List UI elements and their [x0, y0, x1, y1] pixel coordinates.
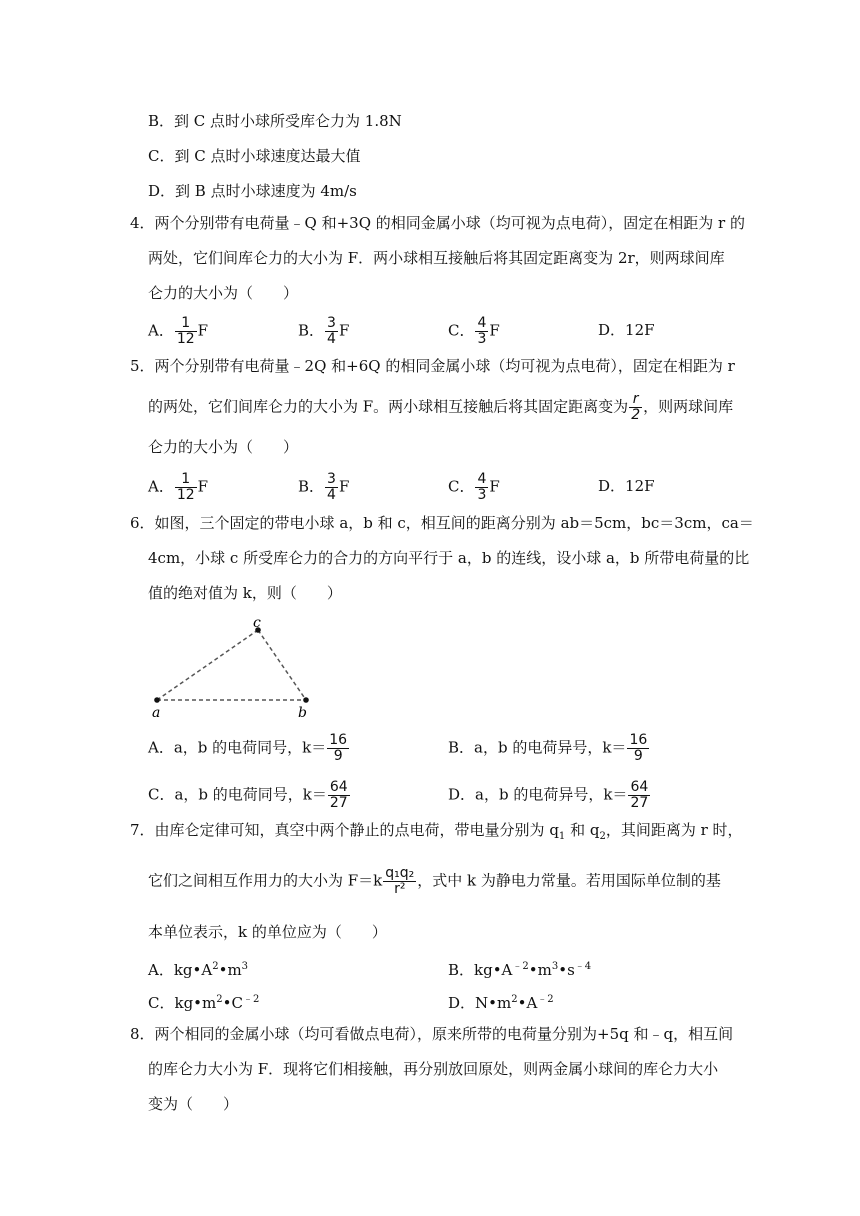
- q5-option-b: [298, 472, 349, 503]
- fraction-numerator: 1: [175, 472, 197, 488]
- fraction-denominator: 2: [631, 407, 641, 423]
- option-text: C．a，b 的电荷同号，k＝: [148, 785, 327, 804]
- q4-stem-line1: 4．两个分别带有电荷量﹣Q 和+3Q 的相同金属小球（均可视为点电荷），固定在相距为 r 的: [130, 214, 745, 232]
- superscript: ﹣2: [512, 961, 529, 972]
- fraction-denominator: 9: [333, 748, 343, 764]
- option-prefix: B．: [298, 321, 325, 340]
- q7-option-d: [448, 990, 554, 1013]
- unit-text: •s: [558, 961, 575, 979]
- option-suffix: F: [489, 477, 500, 496]
- q7-stem-text: 和 q: [565, 821, 600, 839]
- unit-text: C．kg•m: [148, 994, 217, 1012]
- q6-stem-line2: 4cm，小球 c 所受库仑力的合力的方向平行于 a，b 的连线，设小球 a，b 所带电荷量的比: [148, 549, 750, 567]
- line-ac: [157, 630, 258, 700]
- option-suffix: F: [338, 477, 350, 496]
- option-prefix: C．: [448, 477, 475, 496]
- option-text: B．a，b 的电荷异号，k＝: [448, 738, 627, 757]
- q5-stem-text: 的两处，它们间库仑力的大小为 F。两小球相互接触后将其固定距离变为: [148, 397, 629, 416]
- q3-option-d: D．到 B 点时小球速度为 4m/s: [148, 182, 357, 200]
- q5-option-a: [148, 472, 208, 503]
- q4-option-a: [148, 316, 208, 347]
- unit-text: •m: [218, 961, 242, 979]
- q4-stem-line3: 仑力的大小为（ ）: [148, 284, 299, 302]
- q7-stem-text: 它们之间相互作用力的大小为 F＝k: [148, 871, 383, 890]
- q6-option-c: [148, 780, 351, 811]
- q6-stem-line3: 值的绝对值为 k，则（ ）: [148, 584, 342, 602]
- superscript: ﹣4: [574, 961, 592, 972]
- option-prefix: A．: [148, 477, 174, 496]
- fraction-numerator: 3: [327, 315, 336, 331]
- q7-stem-line1: [130, 820, 743, 847]
- superscript: ﹣2: [537, 994, 554, 1005]
- point-b: [303, 697, 309, 703]
- q5-stem-line3: 仑力的大小为（ ）: [148, 438, 299, 456]
- superscript: 2: [212, 961, 219, 972]
- unit-text: B．kg•A: [448, 961, 513, 979]
- fraction-denominator: 3: [477, 487, 487, 503]
- q6-option-b: [448, 733, 650, 764]
- q5-stem-line2: [148, 392, 733, 423]
- q5-option-c: [448, 472, 500, 503]
- q5-option-d: D．12F: [598, 477, 655, 495]
- option-suffix: F: [338, 321, 350, 340]
- q4-stem-line2: 两处，它们间库仑力的大小为 F．两小球相互接触后将其固定距离变为 2r，则两球间库: [148, 249, 725, 267]
- option-suffix: F: [197, 321, 209, 340]
- option-prefix: A．: [148, 321, 174, 340]
- q3-option-c: C．到 C 点时小球速度达最大值: [148, 147, 361, 165]
- q7-stem-text: ，其间距离为 r 时，: [605, 821, 743, 839]
- q7-option-a: [148, 957, 248, 980]
- fraction: [175, 472, 197, 503]
- fraction: [325, 316, 338, 347]
- option-suffix: F: [197, 477, 209, 496]
- q6-option-a: [148, 733, 350, 764]
- fraction: [325, 472, 338, 503]
- unit-text: A．kg•A: [148, 961, 213, 979]
- superscript: 3: [241, 961, 249, 972]
- fraction: [328, 780, 350, 811]
- superscript: 2: [511, 994, 518, 1005]
- fraction-denominator: r²: [394, 881, 406, 897]
- q5-stem-text: ，则两球间库: [643, 397, 734, 416]
- fraction-denominator: 27: [329, 795, 348, 811]
- option-suffix: F: [489, 321, 500, 340]
- fraction: [475, 316, 488, 347]
- superscript: 2: [216, 994, 223, 1005]
- fraction: [383, 866, 416, 897]
- label-a: a: [152, 705, 161, 720]
- q8-stem-line2: 的库仑力大小为 F．现将它们相接触，再分别放回原处，则两金属小球间的库仑力大小: [148, 1060, 719, 1078]
- fraction-denominator: 4: [327, 487, 336, 503]
- fraction-denominator: 4: [327, 331, 336, 347]
- fraction: [475, 472, 488, 503]
- q8-stem-line1: 8．两个相同的金属小球（均可看做点电荷），原来所带的电荷量分别为+5q 和﹣q，相互间: [130, 1025, 734, 1043]
- label-b: b: [298, 705, 307, 720]
- unit-text: •m: [528, 961, 552, 979]
- q7-option-b: [448, 957, 591, 980]
- q4-option-b: [298, 316, 349, 347]
- option-text: D．a，b 的电荷异号，k＝: [448, 785, 628, 804]
- option-text: A．a，b 的电荷同号，k＝: [148, 738, 327, 757]
- fraction-numerator: q₁q₂: [385, 865, 415, 881]
- label-c: c: [253, 616, 261, 631]
- fraction: [628, 780, 650, 811]
- fraction: [629, 392, 642, 423]
- fraction-numerator: 1: [175, 316, 197, 332]
- q7-option-c: [148, 990, 259, 1013]
- line-cb: [258, 630, 306, 700]
- fraction-denominator: 9: [633, 748, 643, 764]
- q6-option-d: [448, 780, 651, 811]
- superscript: 3: [551, 961, 559, 972]
- q4-option-d: D．12F: [598, 321, 655, 339]
- fraction-numerator: 16: [329, 732, 348, 748]
- q8-stem-line3: 变为（ ）: [148, 1095, 239, 1113]
- subscript: 2: [599, 831, 606, 842]
- fraction-numerator: r: [629, 392, 642, 408]
- point-a: [154, 697, 160, 703]
- fraction-numerator: 4: [477, 315, 487, 331]
- option-prefix: B．: [298, 477, 325, 496]
- fraction-numerator: 64: [329, 779, 348, 795]
- subscript: 1: [558, 831, 566, 842]
- fraction-numerator: 64: [630, 779, 649, 795]
- q5-stem-line1: 5．两个分别带有电荷量﹣2Q 和+6Q 的相同金属小球（均可视为点电荷），固定在相距为 r: [130, 357, 735, 375]
- unit-text: D．N•m: [448, 994, 512, 1012]
- fraction-denominator: 12: [176, 487, 195, 503]
- superscript: ﹣2: [242, 994, 260, 1005]
- fraction: [627, 733, 649, 764]
- q7-stem-text: 7．由库仑定律可知，真空中两个静止的点电荷，带电量分别为 q: [130, 821, 559, 839]
- fraction: [175, 316, 197, 347]
- option-prefix: C．: [448, 321, 475, 340]
- fraction-numerator: 16: [629, 732, 648, 748]
- q7-stem-line2: [148, 866, 721, 897]
- unit-text: •A: [517, 994, 538, 1012]
- fraction-denominator: 27: [630, 795, 649, 811]
- fraction: [327, 733, 349, 764]
- unit-text: •C: [222, 994, 243, 1012]
- triangle-diagram: [148, 616, 318, 720]
- fraction-denominator: 12: [176, 331, 195, 347]
- fraction-denominator: 3: [477, 331, 487, 347]
- q6-stem-line1: 6．如图，三个固定的带电小球 a，b 和 c，相互间的距离分别为 ab＝5cm，bc＝3cm，ca＝: [130, 514, 754, 532]
- q7-stem-text: ，式中 k 为静电力常量。若用国际单位制的基: [417, 871, 721, 890]
- q4-option-c: [448, 316, 500, 347]
- q7-stem-line3: 本单位表示，k 的单位应为（ ）: [148, 923, 387, 941]
- fraction-numerator: 4: [477, 471, 487, 487]
- q3-option-b: B．到 C 点时小球所受库仑力为 1.8N: [148, 112, 402, 130]
- fraction-numerator: 3: [327, 471, 336, 487]
